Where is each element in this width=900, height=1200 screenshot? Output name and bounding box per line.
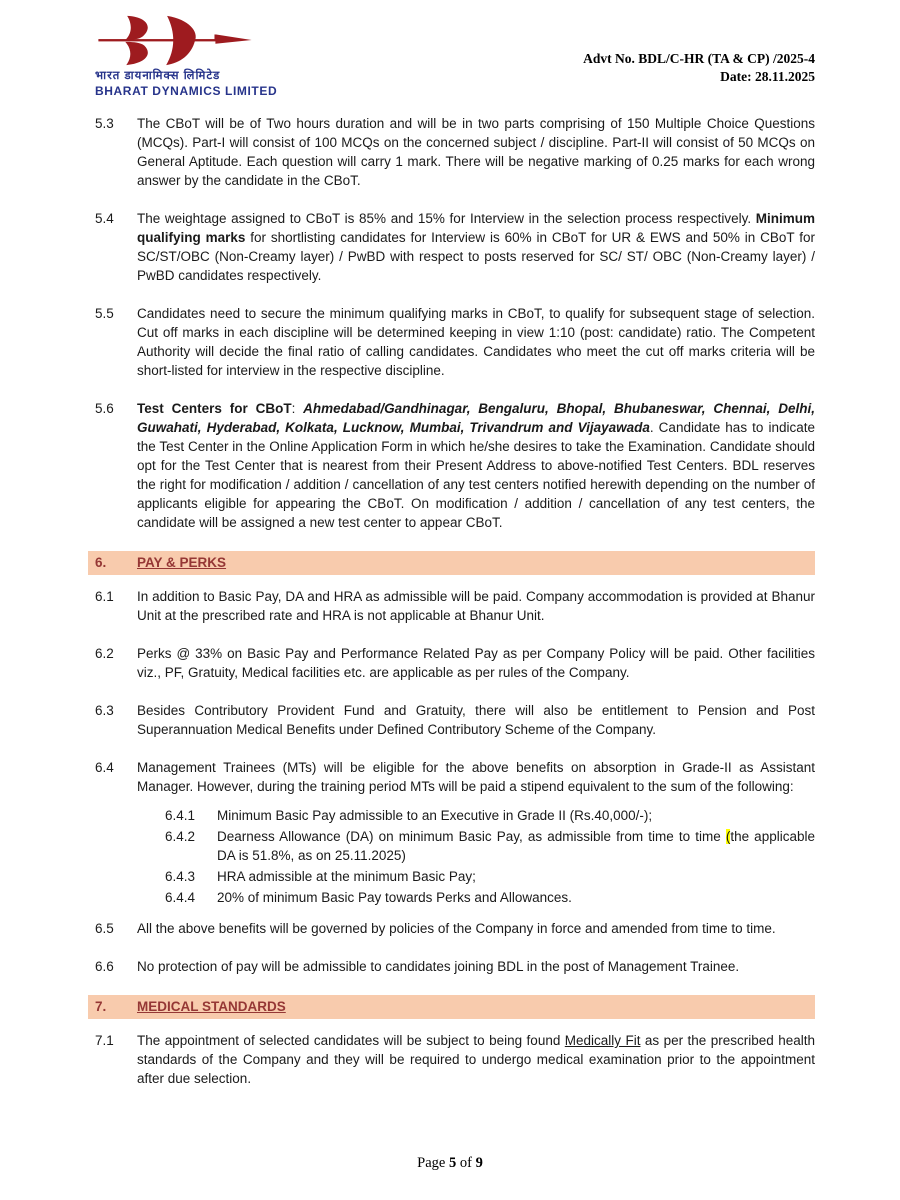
item-text (137, 701, 815, 739)
item-number: 6.5 (95, 921, 114, 936)
item-number: 7.1 (95, 1033, 114, 1048)
item-text (137, 399, 815, 532)
item-text (137, 919, 815, 938)
section-item-6.4.1 (165, 806, 815, 825)
text-run: The weightage assigned to CBoT is 85% and 15% for Interview in the selection process respectively. (137, 211, 756, 226)
item-number: 7. (95, 999, 107, 1014)
section-item-6.4 (95, 758, 815, 796)
text-run: Dearness Allowance (DA) on minimum Basic Pay, as admissible from time to time (217, 829, 726, 844)
item-text (217, 806, 815, 825)
item-text (137, 1031, 815, 1088)
item-number: 5.4 (95, 211, 114, 226)
section-item-6.2 (95, 644, 815, 682)
text-run: Perks @ 33% on Basic Pay and Performance Related Pay as per Company Policy will be paid. Other facilities viz., PF, Gratuity, Medical facilities etc. are applicable as per rules of the Company. (137, 646, 815, 680)
section-title (137, 553, 226, 572)
text-run: Management Trainees (MTs) will be eligible for the above benefits on absorption in Grade-II as Assistant Manager. However, during the training period MTs will be paid a stipend equivalent to the sum of the following: (137, 760, 815, 794)
section-title (137, 997, 286, 1016)
section-heading-6 (88, 551, 815, 575)
text-run: . Candidate has to indicate the Test Center in the Online Application Form in which he/she desires to take the Examination. Candidate should opt for the Test Center that is nearest from their Present Address to above-notified Test Centers. BDL reserves the right for modification / addition / cancellation of any test centers notified herewith depending on the number of applicants eligible for appearing the CBoT. On modification / addition / cancellation of any test centers, the candidate will be assigned a new test center to appear CBoT. (137, 420, 815, 530)
advt-header (583, 50, 815, 86)
item-number: 5.5 (95, 306, 114, 321)
text-run: No protection of pay will be admissible to candidates joining BDL in the post of Management Trainee. (137, 959, 740, 974)
item-number: 6.3 (95, 703, 114, 718)
section-item-6.4.2 (165, 827, 815, 865)
text-run: 20% of minimum Basic Pay towards Perks and Allowances. (217, 890, 572, 905)
section-item-6.3 (95, 701, 815, 739)
bdl-logo (95, 14, 277, 98)
item-number: 6.4.1 (165, 808, 196, 823)
item-text (137, 114, 815, 190)
text-run: ( (725, 829, 731, 844)
advt-number: Advt No. BDL/C-HR (TA & CP) /2025-4 (583, 51, 815, 66)
section-title-text: PAY & PERKS (137, 555, 227, 570)
item-text (137, 587, 815, 625)
text-run: HRA admissible at the minimum Basic Pay; (217, 869, 476, 884)
text-run: Medically Fit (564, 1033, 641, 1048)
text-run: for shortlisting candidates for Interview is 60% in CBoT for UR & EWS and 50% in CBoT for SC/ST/OBC (Non-Creamy layer) / PwBD with respect to posts reserved for SC/ ST/ OBC (Non-Creamy layer) / PwBD candidates respectively. (137, 230, 815, 283)
item-text (217, 867, 815, 886)
footer-of-word: of (456, 1155, 476, 1171)
item-text (137, 758, 815, 796)
item-number: 6.1 (95, 589, 114, 604)
section-item-5.4 (95, 209, 815, 285)
text-run: as per the prescribed health standards of the Company and they will be required to undergo medical examination prior to the appointment after due selection. (137, 1033, 815, 1086)
logo-english-name: BHARAT DYNAMICS LIMITED (95, 84, 278, 98)
logo-hindi-name: भारत डायनामिक्स लिमिटेड (95, 70, 221, 82)
text-run: In addition to Basic Pay, DA and HRA as admissible will be paid. Company accommodation is provided at Bhanur Unit at the prescribed rate and HRA is not applicable at Bhanur Unit. (137, 589, 815, 623)
item-number: 6.4 (95, 760, 114, 775)
item-text (137, 304, 815, 380)
bdl-logo-icon (95, 14, 255, 66)
text-run: Besides Contributory Provident Fund and Gratuity, there will also be entitlement to Pension and Post Superannuation Medical Benefits under Defined Contributory Scheme of the Company. (137, 703, 815, 737)
section-heading-7 (88, 995, 815, 1019)
text-run: Minimum Basic Pay admissible to an Executive in Grade II (Rs.40,000/-); (217, 808, 653, 823)
section-item-6.6 (95, 957, 815, 976)
item-text (137, 957, 815, 976)
item-text (137, 209, 815, 285)
item-number: 6. (95, 555, 107, 570)
text-run: Ahmedabad/Gandhinagar, Bengaluru, Bhopal, Bhubaneswar, Chennai, Delhi, Guwahati, Hyderabad, Kolkata, Lucknow, Mumbai, Trivandrum and Vijayawada (137, 401, 815, 435)
section-item-5.5 (95, 304, 815, 380)
section-item-6.4.4 (165, 888, 815, 907)
section-item-5.3 (95, 114, 815, 190)
footer-total-pages: 9 (475, 1155, 483, 1171)
item-number: 5.6 (95, 401, 114, 416)
text-run: Minimum qualifying marks (137, 211, 815, 245)
page-header (95, 14, 815, 98)
section-item-5.6 (95, 399, 815, 532)
text-run: The CBoT will be of Two hours duration and will be in two parts comprising of 150 Multiple Choice Questions (MCQs). Part-I will consist of 100 MCQs on the concerned subject / discipline. Part-II will consist of 50 MCQs on General Aptitude. Each question will carry 1 mark. There will be negative marking of 0.25 marks for each wrong answer by the candidate in the CBoT. (137, 116, 815, 188)
footer-page-number: 5 (448, 1155, 457, 1171)
item-text (217, 888, 815, 907)
document-body (95, 114, 815, 1088)
text-run: Test Centers for CBoT (137, 401, 292, 416)
section-item-6.4.3 (165, 867, 815, 886)
footer-page-word: Page (417, 1155, 449, 1171)
item-number: 6.4.4 (165, 890, 196, 905)
item-number: 6.6 (95, 959, 114, 974)
item-text (137, 644, 815, 682)
item-text (217, 827, 815, 865)
item-number: 6.4.3 (165, 869, 196, 884)
section-title-text: MEDICAL STANDARDS (137, 999, 286, 1014)
text-run: the applicable DA is 51.8%, as on 25.11.2025) (217, 829, 815, 863)
section-item-7.1 (95, 1031, 815, 1088)
text-run: All the above benefits will be governed by policies of the Company in force and amended from time to time. (137, 921, 776, 936)
section-item-6.1 (95, 587, 815, 625)
item-number: 6.4.2 (165, 829, 196, 844)
text-run: : (291, 401, 304, 416)
page-footer (0, 1155, 900, 1172)
text-run: Candidates need to secure the minimum qualifying marks in CBoT, to qualify for subsequent stage of selection. Cut off marks in each discipline will be determined keeping in view 1:10 (post: candidate) ratio. The Competent Authority will decide the final ratio of calling candidates. Candidates who meet the cut off marks criteria will be short-listed for interview in the respective discipline. (137, 306, 815, 378)
section-item-6.5 (95, 919, 815, 938)
advt-date: Date: 28.11.2025 (720, 69, 815, 85)
item-number: 5.3 (95, 116, 114, 131)
item-number: 6.2 (95, 646, 114, 661)
text-run: The appointment of selected candidates will be subject to being found (137, 1033, 565, 1048)
